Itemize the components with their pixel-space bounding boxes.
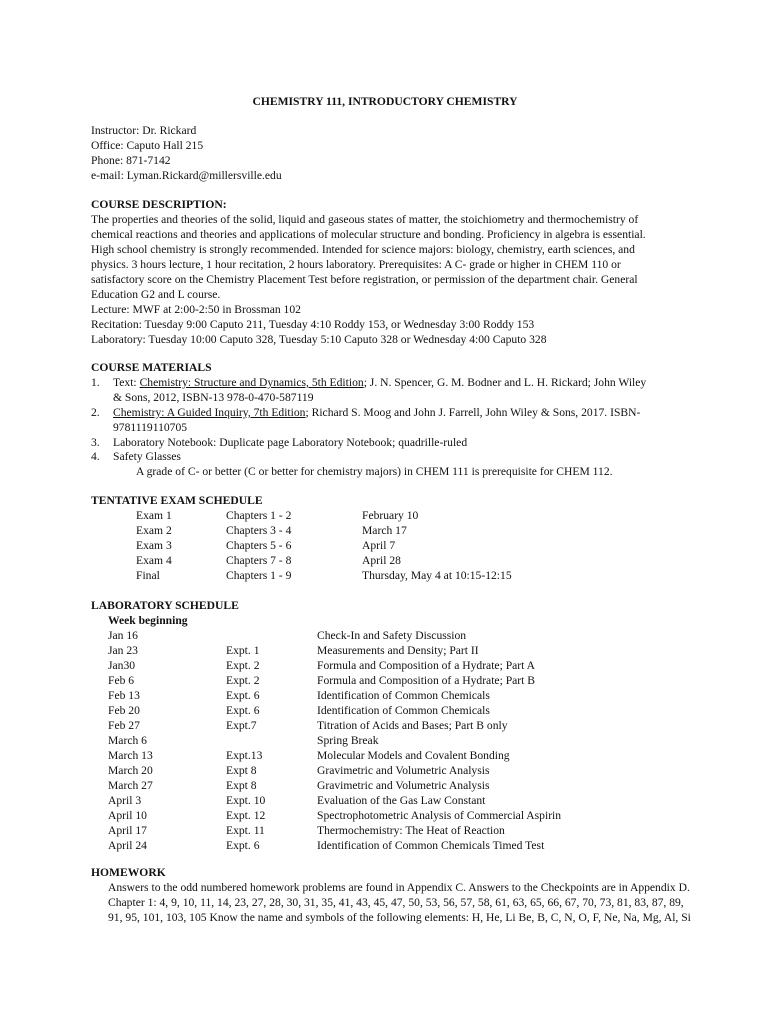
description-line: physics. 3 hours lecture, 1 hour recitation, 2 hours laboratory. Prerequisites: A C- grade or higher in CHEM 110 or [91,257,621,271]
lab-topic: Formula and Composition of a Hydrate; Part A [317,658,535,672]
materials-list [91,376,731,465]
item-continuation: & Sons, 2012, ISBN-13 978-0-470-587119 [113,390,314,404]
lab-week: April 24 [108,838,147,852]
exam-schedule [91,494,591,584]
homework-line: Answers to the odd numbered homework problems are found in Appendix C. Answers to the Checkpoints are in Appendix D. [108,880,690,894]
lab-week: March 6 [108,733,147,747]
lab-topic: Thermochemistry: The Heat of Reaction [317,823,505,837]
list-number: 1. [91,375,100,389]
lab-expt: Expt. 1 [226,643,260,657]
item-text: Safety Glasses [113,450,181,464]
table-row [91,509,591,524]
description-line: satisfactory score on the Chemistry Placement Test before registration, or permission of the department chair. General [91,272,638,286]
table-row [91,764,651,779]
item-details: ; Richard S. Moog and John J. Farrell, John Wiley & Sons, 2017. ISBN- [305,405,641,419]
lab-expt: Expt.13 [226,748,263,762]
table-row [91,719,651,734]
table-row [91,704,651,719]
lab-week: March 13 [108,748,153,762]
table-row [91,554,591,569]
exam-date: April 28 [362,553,401,567]
table-row [91,779,651,794]
section-heading-homework: HOMEWORK [91,866,166,879]
section-heading-lab: LABORATORY SCHEDULE [91,599,239,612]
lab-expt: Expt 8 [226,778,257,792]
prerequisite-note: A grade of C- or better (C or better for chemistry majors) in CHEM 111 is prerequisite for CHEM 112. [136,465,613,479]
exam-date: Thursday, May 4 at 10:15-12:15 [362,568,512,582]
item-prefix: Text: [113,375,140,389]
lab-topic: Gravimetric and Volumetric Analysis [317,778,490,792]
table-row [91,674,651,689]
laboratory-schedule-line: Laboratory: Tuesday 10:00 Caputo 328, Tuesday 5:10 Caputo 328 or Wednesday 4:00 Caputo 328 [91,332,547,346]
list-item [91,376,731,406]
lab-topic: Identification of Common Chemicals Timed Test [317,838,545,852]
list-number: 3. [91,435,100,449]
lab-week: Feb 6 [108,673,135,687]
course-materials [91,361,731,480]
section-heading-description: COURSE DESCRIPTION: [91,198,227,211]
lab-expt: Expt. 6 [226,838,260,852]
lab-topic: Identification of Common Chemicals [317,688,490,702]
lab-week: March 20 [108,763,153,777]
lab-topic: Measurements and Density; Part II [317,643,479,657]
week-beginning-heading: Week beginning [108,613,188,627]
exam-chapters: Chapters 5 - 6 [226,538,292,552]
lab-week: April 17 [108,823,147,837]
textbook-title: Chemistry: Structure and Dynamics, 5th Edition [139,375,364,389]
description-line: Education G2 and L course. [91,287,221,301]
lab-expt: Expt. 10 [226,793,266,807]
table-row [91,524,591,539]
table-row [91,569,591,584]
exam-name: Exam 2 [136,523,172,537]
laboratory-schedule [91,599,651,854]
instructor-name: Instructor: Dr. Rickard [91,124,197,137]
table-row [91,749,651,764]
lab-expt: Expt. 6 [226,703,260,717]
table-row [91,644,651,659]
lab-topic: Evaluation of the Gas Law Constant [317,793,486,807]
table-row [91,809,651,824]
lab-expt: Expt. 11 [226,823,265,837]
instructor-phone: Phone: 871-7142 [91,154,171,167]
exam-name: Exam 1 [136,508,172,522]
exam-table [91,509,591,584]
lab-week: Feb 13 [108,688,140,702]
lab-expt: Expt. 6 [226,688,260,702]
lab-topic: Molecular Models and Covalent Bonding [317,748,510,762]
lab-week: Jan 23 [108,643,138,657]
section-heading-exams: TENTATIVE EXAM SCHEDULE [91,494,263,507]
list-item [91,450,731,465]
table-row [91,824,651,839]
lab-expt: Expt. 2 [226,673,260,687]
exam-chapters: Chapters 7 - 8 [226,553,292,567]
textbook-title: Chemistry: A Guided Inquiry, 7th Edition [113,405,306,419]
instructor-info [91,124,282,184]
lab-topic: Formula and Composition of a Hydrate; Part B [317,673,535,687]
lab-expt: Expt. 12 [226,808,266,822]
description-line: chemical reactions and theories and applications of molecular structure and bonding. Proficiency in algebra is essential. [91,227,646,241]
list-number: 2. [91,405,100,419]
section-heading-materials: COURSE MATERIALS [91,361,212,374]
list-number: 4. [91,450,100,464]
exam-name: Exam 4 [136,553,172,567]
list-item [91,406,731,436]
table-row [91,539,591,554]
recitation-schedule: Recitation: Tuesday 9:00 Caputo 211, Tuesday 4:10 Roddy 153, or Wednesday 3:00 Roddy 153 [91,317,535,331]
lab-week: March 27 [108,778,153,792]
exam-date: April 7 [362,538,396,552]
table-row [91,659,651,674]
description-line: The properties and theories of the solid, liquid and gaseous states of matter, the stoichiometry and thermochemistry of [91,212,639,226]
exam-date: March 17 [362,523,407,537]
lab-topic: Check-In and Safety Discussion [317,628,467,642]
table-row [91,689,651,704]
table-row [91,839,651,854]
exam-date: February 10 [362,508,419,522]
homework-line: 91, 95, 101, 103, 105 Know the name and symbols of the following elements: H, He, Li Be, B, C, N, O, F, Ne, Na, Mg, Al, Si [108,910,691,924]
table-row [91,629,651,644]
description-body [91,213,691,348]
homework-section [91,866,731,926]
lab-week: Jan 16 [108,628,138,642]
description-line: High school chemistry is strongly recommended. Intended for science majors: biology, chemistry, earth sciences, and [91,242,635,256]
homework-line: Chapter 1: 4, 9, 10, 11, 14, 23, 27, 28, 30, 31, 35, 41, 43, 45, 47, 50, 53, 56, 57, 58, 61, 63, 65, 66, 67, 70, 73, 81, 83, 87, 89, [108,895,684,909]
exam-chapters: Chapters 3 - 4 [226,523,292,537]
lab-topic: Gravimetric and Volumetric Analysis [317,763,490,777]
item-continuation: 9781119110705 [113,420,188,434]
lecture-schedule: Lecture: MWF at 2:00-2:50 in Brossman 102 [91,302,301,316]
course-description [91,198,691,348]
table-row [91,794,651,809]
page-title: CHEMISTRY 111, INTRODUCTORY CHEMISTRY [252,95,518,108]
item-text: Laboratory Notebook: Duplicate page Laboratory Notebook; quadrille-ruled [113,435,468,449]
exam-name: Final [136,568,160,582]
table-row [91,734,651,749]
lab-topic: Identification of Common Chemicals [317,703,490,717]
exam-name: Exam 3 [136,538,172,552]
lab-week: Feb 20 [108,703,140,717]
lab-week: April 10 [108,808,147,822]
instructor-email: e-mail: Lyman.Rickard@millersville.edu [91,169,282,182]
instructor-office: Office: Caputo Hall 215 [91,139,204,152]
lab-topic: Spectrophotometric Analysis of Commercial Aspirin [317,808,562,822]
lab-week: April 3 [108,793,142,807]
list-item [91,436,731,451]
lab-week: Feb 27 [108,718,140,732]
lab-topic: Titration of Acids and Bases; Part B only [317,718,508,732]
lab-expt: Expt.7 [226,718,257,732]
lab-topic: Spring Break [317,733,379,747]
lab-expt: Expt. 2 [226,658,260,672]
lab-week: Jan30 [108,658,136,672]
lab-expt: Expt 8 [226,763,257,777]
exam-chapters: Chapters 1 - 2 [226,508,292,522]
lab-table [91,629,651,854]
exam-chapters: Chapters 1 - 9 [226,568,292,582]
item-details: ; J. N. Spencer, G. M. Bodner and L. H. Rickard; John Wiley [363,375,647,389]
